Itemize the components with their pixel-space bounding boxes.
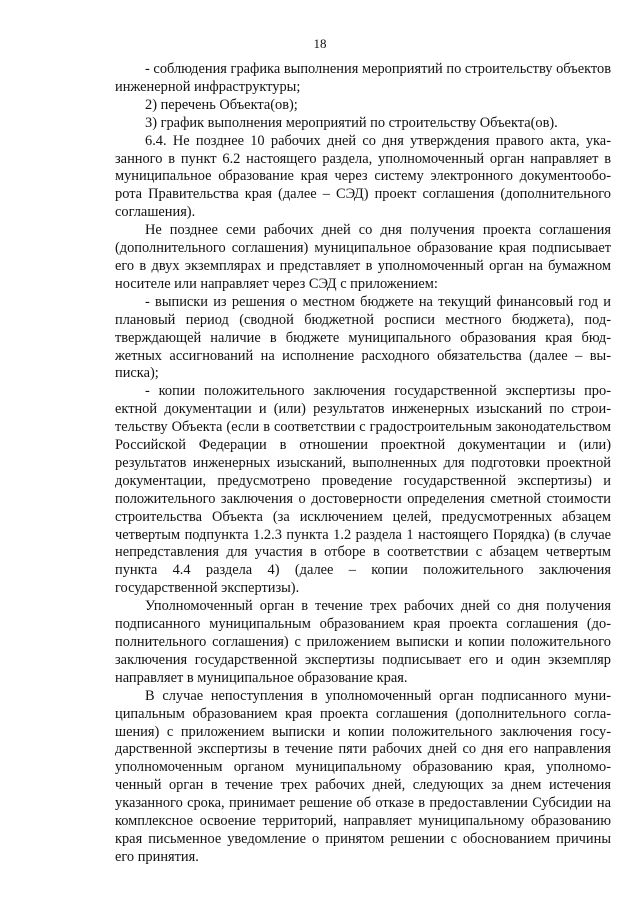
paragraph-non-receipt: В случае непоступления в уполномоченный орган подписанного муниципальным образованием края проекта соглашения (дополнительного соглашения) с приложением выписки и копии положительного заключения государственной экспертизы в течение пяти рабочих дней со дня его направления уполномоченным органом муниципальному образованию края, уполномоченный орган в течение трех рабочих дней, следующих за днем истечения указанного срока, принимает решение об отказе в предоставлении Субсидии на комплексное освоение территорий, направляет муниципальному образованию края письменное уведомление о принятом решении с обоснованием причины его принятия. xyxy=(115,687,611,865)
paragraph-item-3: 3) график выполнения мероприятий по строительству Объекта(ов). xyxy=(145,114,558,131)
paragraph-6-4: 6.4. Не позднее 10 рабочих дней со дня утверждения правого акта, указанного в пункт 6.2 настоящего раздела, уполномоченный орган направляет в муниципальное образование края через систему электронного документооборота Правительства края (далее – СЭД) проект соглашения (дополнительного соглашения). xyxy=(115,132,611,221)
paragraph-signing: Не позднее семи рабочих дней со дня получения проекта соглашения (дополнительного соглашения) муниципальное образование края подписывает его в двух экземплярах и представляет в уполномоченный орган на бумажном носителе или направляет через СЭД с приложением: xyxy=(115,222,611,292)
paragraph-bullet-expertise-copy: - копии положительного заключения государственной экспертизы проектной документации и (или) результатов инженерных изысканий по строительству Объекта (если в соответствии с градостроительным законодательством Российской Федерации в отношении проектной документации и (или) результатов инженерных изысканий, выполненных для подготовки проектной документации, предусмотрено проведение государственной экспертизы) и положительного заключения о достоверности определения сметной стоимости строительства Объекта (за исключением целей, предусмотренных абзацем четвертым подпункта 1.2.3 пункта 1.2 раздела 1 настоящего Порядка) (в случае непредставления для участия в отборе в соответствии с абзацем четвертым пункта 4.4 раздела 4) (далее – копии положительного заключения государственной экспертизы). xyxy=(115,383,611,597)
paragraph-bullet-schedule: - соблюдения графика выполнения мероприятий по строительству объектов инженерной инфраструктуры; xyxy=(115,61,611,95)
page-number: 18 xyxy=(313,36,327,51)
paragraph-bullet-budget-extract: - выписки из решения о местном бюджете на текущий финансовый год и плановый период (сводной бюджетной росписи местного бюджета), подтверждающей наличие в бюджете муниципального образования края бюджетных ассигнований на исполнение расходного обязательства (далее – выписка); xyxy=(115,293,611,382)
document-body xyxy=(115,61,611,867)
paragraph-authorized-body: Уполномоченный орган в течение трех рабочих дней со дня получения подписанного муниципальным образованием края проекта соглашения (дополнительного соглашения) с приложением выписки и копии положительного заключения государственной экспертизы подписывает его и один экземпляр направляет в муниципальное образование края. xyxy=(115,598,611,686)
paragraph-item-2: 2) перечень Объекта(ов); xyxy=(145,96,298,113)
